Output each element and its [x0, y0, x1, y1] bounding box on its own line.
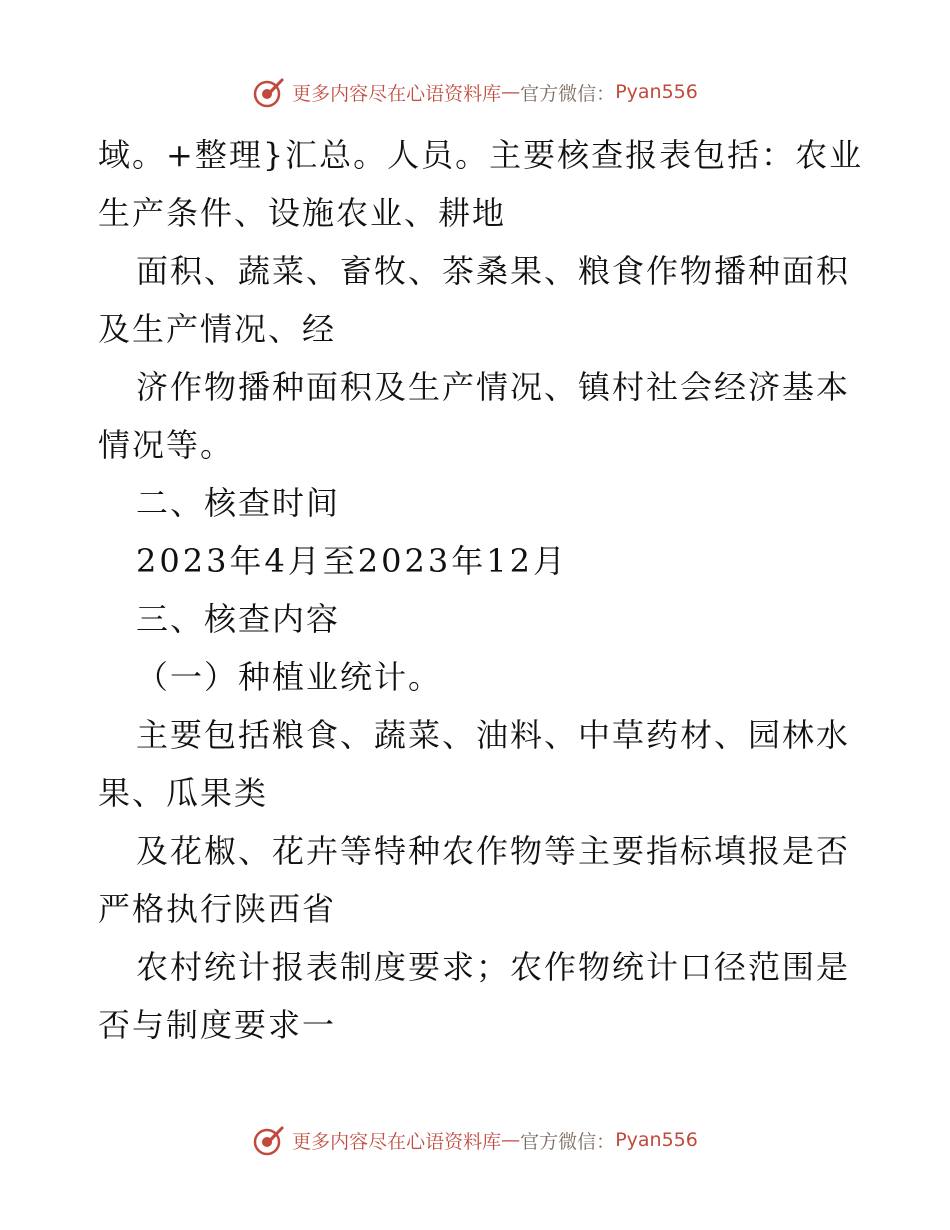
paragraph-line: 主要包括粮食、蔬菜、油料、中草药材、园林水 [136, 716, 851, 754]
banner-dash: — [501, 1129, 521, 1151]
section-heading: 二、核查时间 [136, 484, 341, 522]
banner-wechat-id: Pyan556 [615, 1129, 698, 1151]
paragraph-line: 情况等。 [98, 426, 235, 464]
banner-main-text: 更多内容尽在心语资料库 [292, 82, 502, 105]
header-banner [0, 72, 950, 112]
brush-logo-icon [252, 1123, 286, 1157]
paragraph-line: 及花椒、花卉等特种农作物等主要指标填报是否 [136, 832, 851, 870]
paragraph-line: 否与制度要求一 [98, 1006, 337, 1044]
banner-wechat-label: 官方微信： [520, 82, 616, 105]
subsection-heading: （一）种植业统计。 [136, 658, 443, 696]
paragraph-line: 生产条件、设施农业、耕地 [98, 194, 507, 232]
paragraph-line: 果、瓜果类 [98, 774, 269, 812]
paragraph-line: 及生产情况、经 [98, 310, 337, 348]
paragraph-line: 济作物播种面积及生产情况、镇村社会经济基本 [136, 368, 851, 406]
paragraph-line: 面积、蔬菜、畜牧、茶桑果、粮食作物播种面积 [136, 252, 851, 290]
date-range: 2023年4月至2023年12月 [136, 542, 568, 580]
banner-dash: — [501, 81, 521, 103]
banner-wechat-label: 官方微信： [520, 1130, 616, 1153]
document-body [98, 126, 864, 1054]
paragraph-line: 农村统计报表制度要求；农作物统计口径范围是 [136, 948, 851, 986]
banner-main-text: 更多内容尽在心语资料库 [292, 1130, 502, 1153]
banner-wechat-id: Pyan556 [615, 81, 698, 103]
brush-logo-icon [252, 75, 286, 109]
paragraph-line: 严格执行陕西省 [98, 890, 337, 928]
section-heading: 三、核查内容 [136, 600, 341, 638]
footer-banner [0, 1120, 950, 1160]
paragraph-line: 域。+整理}汇总。人员。主要核查报表包括：农业 [98, 136, 864, 174]
